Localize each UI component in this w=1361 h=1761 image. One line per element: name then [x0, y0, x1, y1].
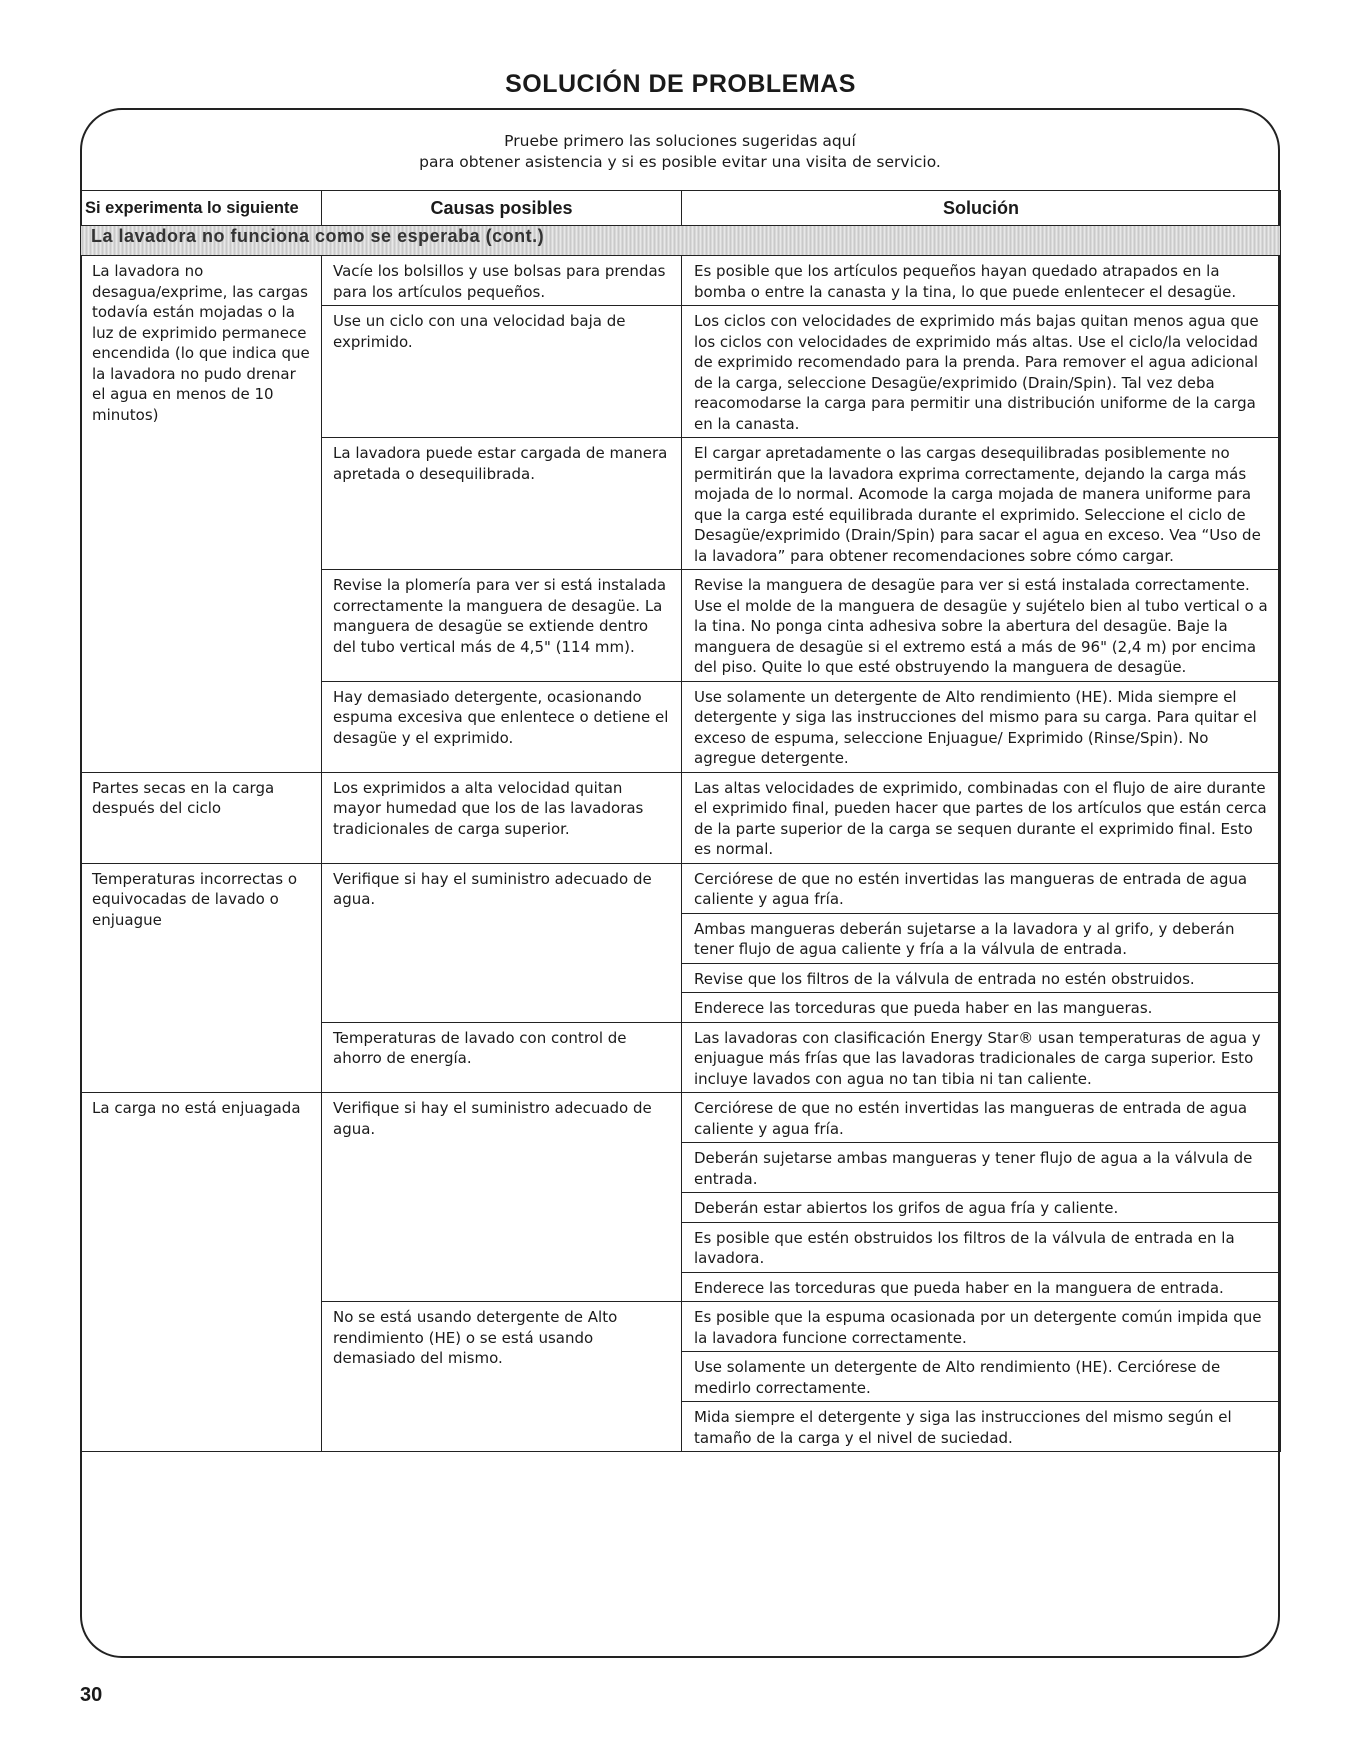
cause-cell: Vacíe los bolsillos y use bolsas para prendas para los artículos pequeños. [322, 256, 682, 306]
solution-cell: Cerciórese de que no estén invertidas las mangueras de entrada de agua caliente y agua fría. [682, 1093, 1281, 1143]
cause-cell: Verifique si hay el suministro adecuado de agua. [322, 863, 682, 1022]
table-row [81, 863, 1281, 913]
cause-cell: Verifique si hay el suministro adecuado de agua. [322, 1093, 682, 1302]
solution-cell: Las altas velocidades de exprimido, combinadas con el flujo de aire durante el exprimido final, pueden hacer que partes de los artículos que están cerca de la parte superior de la carga se sequen durante el exprimido final. Esto es normal. [682, 772, 1281, 863]
solution-cell: Mida siempre el detergente y siga las instrucciones del mismo según el tamaño de la carga y el nivel de suciedad. [682, 1402, 1281, 1452]
solution-cell: Use solamente un detergente de Alto rendimiento (HE). Cerciórese de medirlo correctamente. [682, 1352, 1281, 1402]
header-solution: Solución [682, 191, 1281, 226]
table-row [81, 1093, 1281, 1143]
solution-cell: Revise que los filtros de la válvula de entrada no estén obstruidos. [682, 963, 1281, 993]
section-title: La lavadora no funciona como se esperaba (cont.) [81, 226, 1281, 256]
section-row [81, 226, 1281, 256]
symptom-cell: Partes secas en la carga después del ciclo [81, 772, 322, 863]
intro-line-1: Pruebe primero las soluciones sugeridas aquí [504, 132, 856, 150]
cause-cell: Hay demasiado detergente, ocasionando espuma excesiva que enlentece o detiene el desagüe y el exprimido. [322, 681, 682, 772]
solution-cell: Los ciclos con velocidades de exprimido más bajas quitan menos agua que los ciclos con velocidades de exprimido más altas. Use el ciclo/la velocidad de exprimido recomendado para la prenda. Para remover el agua adicional de la carga, seleccione Desagüe/exprimido (Drain/Spin). Tal vez deba reacomodarse la carga para permitir una distribución uniforme de la carga en la canasta. [682, 306, 1281, 438]
solution-cell: Es posible que estén obstruidos los filtros de la válvula de entrada en la lavadora. [682, 1222, 1281, 1272]
cause-cell: Temperaturas de lavado con control de ahorro de energía. [322, 1022, 682, 1093]
cause-cell: Los exprimidos a alta velocidad quitan mayor humedad que los de las lavadoras tradicionales de carga superior. [322, 772, 682, 863]
cause-cell: No se está usando detergente de Alto rendimiento (HE) o se está usando demasiado del mismo. [322, 1302, 682, 1452]
cause-cell: Use un ciclo con una velocidad baja de exprimido. [322, 306, 682, 438]
header-cause: Causas posibles [322, 191, 682, 226]
cause-cell: Revise la plomería para ver si está instalada correctamente la manguera de desagüe. La manguera de desagüe se extiende dentro del tubo vertical más de 4,5" (114 mm). [322, 570, 682, 682]
solution-cell: Ambas mangueras deberán sujetarse a la lavadora y al grifo, y deberán tener flujo de agua caliente y fría a la válvula de entrada. [682, 913, 1281, 963]
solution-cell: Use solamente un detergente de Alto rendimiento (HE). Mida siempre el detergente y siga las instrucciones del mismo para su carga. Para quitar el exceso de espuma, seleccione Enjuague/ Exprimido (Rinse/Spin). No agregue detergente. [682, 681, 1281, 772]
solution-cell: Revise la manguera de desagüe para ver si está instalada correctamente. Use el molde de la manguera de desagüe y sujételo bien al tubo vertical o a la tina. No ponga cinta adhesiva sobre la abertura del desagüe. Baje la manguera de desagüe si el extremo está a más de 96" (2,4 m) por encima del piso. Quite lo que esté obstruyendo la manguera de desagüe. [682, 570, 1281, 682]
symptom-cell: La carga no está enjuagada [81, 1093, 322, 1452]
page-number: 30 [80, 1684, 103, 1706]
intro-text [80, 131, 1280, 173]
cause-cell: La lavadora puede estar cargada de manera apretada o desequilibrada. [322, 438, 682, 570]
solution-cell: Enderece las torceduras que pueda haber en las mangueras. [682, 993, 1281, 1023]
intro-line-2: para obtener asistencia y si es posible evitar una visita de servicio. [419, 153, 941, 171]
symptom-cell: Temperaturas incorrectas o equivocadas de lavado o enjuague [81, 863, 322, 1093]
solution-cell: Deberán estar abiertos los grifos de agua fría y caliente. [682, 1193, 1281, 1223]
table-row [81, 256, 1281, 306]
symptom-cell: La lavadora no desagua/exprime, las cargas todavía están mojadas o la luz de exprimido permanece encendida (lo que indica que la lavadora no pudo drenar el agua en menos de 10 minutos) [81, 256, 322, 773]
header-symptom: Si experimenta lo siguiente [81, 191, 322, 226]
solution-cell: Enderece las torceduras que pueda haber en la manguera de entrada. [682, 1272, 1281, 1302]
page-title: SOLUCIÓN DE PROBLEMAS [505, 70, 856, 98]
solution-cell: Es posible que la espuma ocasionada por un detergente común impida que la lavadora funcione correctamente. [682, 1302, 1281, 1352]
solution-cell: Es posible que los artículos pequeños hayan quedado atrapados en la bomba o entre la canasta y la tina, lo que puede enlentecer el desagüe. [682, 256, 1281, 306]
solution-cell: Deberán sujetarse ambas mangueras y tener flujo de agua a la válvula de entrada. [682, 1143, 1281, 1193]
solution-cell: Cerciórese de que no estén invertidas las mangueras de entrada de agua caliente y agua fría. [682, 863, 1281, 913]
solution-cell: El cargar apretadamente o las cargas desequilibradas posiblemente no permitirán que la lavadora exprima correctamente, dejando la carga más mojada de lo normal. Acomode la carga mojada de manera uniforme para que la carga esté equilibrada durante el exprimido. Seleccione el ciclo de Desagüe/exprimido (Drain/Spin) para sacar el agua en exceso. Vea “Uso de la lavadora” para obtener recomendaciones sobre cómo cargar. [682, 438, 1281, 570]
header-row [81, 191, 1281, 226]
table-row [81, 772, 1281, 863]
troubleshooting-table [80, 190, 1281, 1452]
solution-cell: Las lavadoras con clasificación Energy Star® usan temperaturas de agua y enjuague más frías que las lavadoras tradicionales de carga superior. Esto incluye lavados con agua no tan tibia ni tan caliente. [682, 1022, 1281, 1093]
